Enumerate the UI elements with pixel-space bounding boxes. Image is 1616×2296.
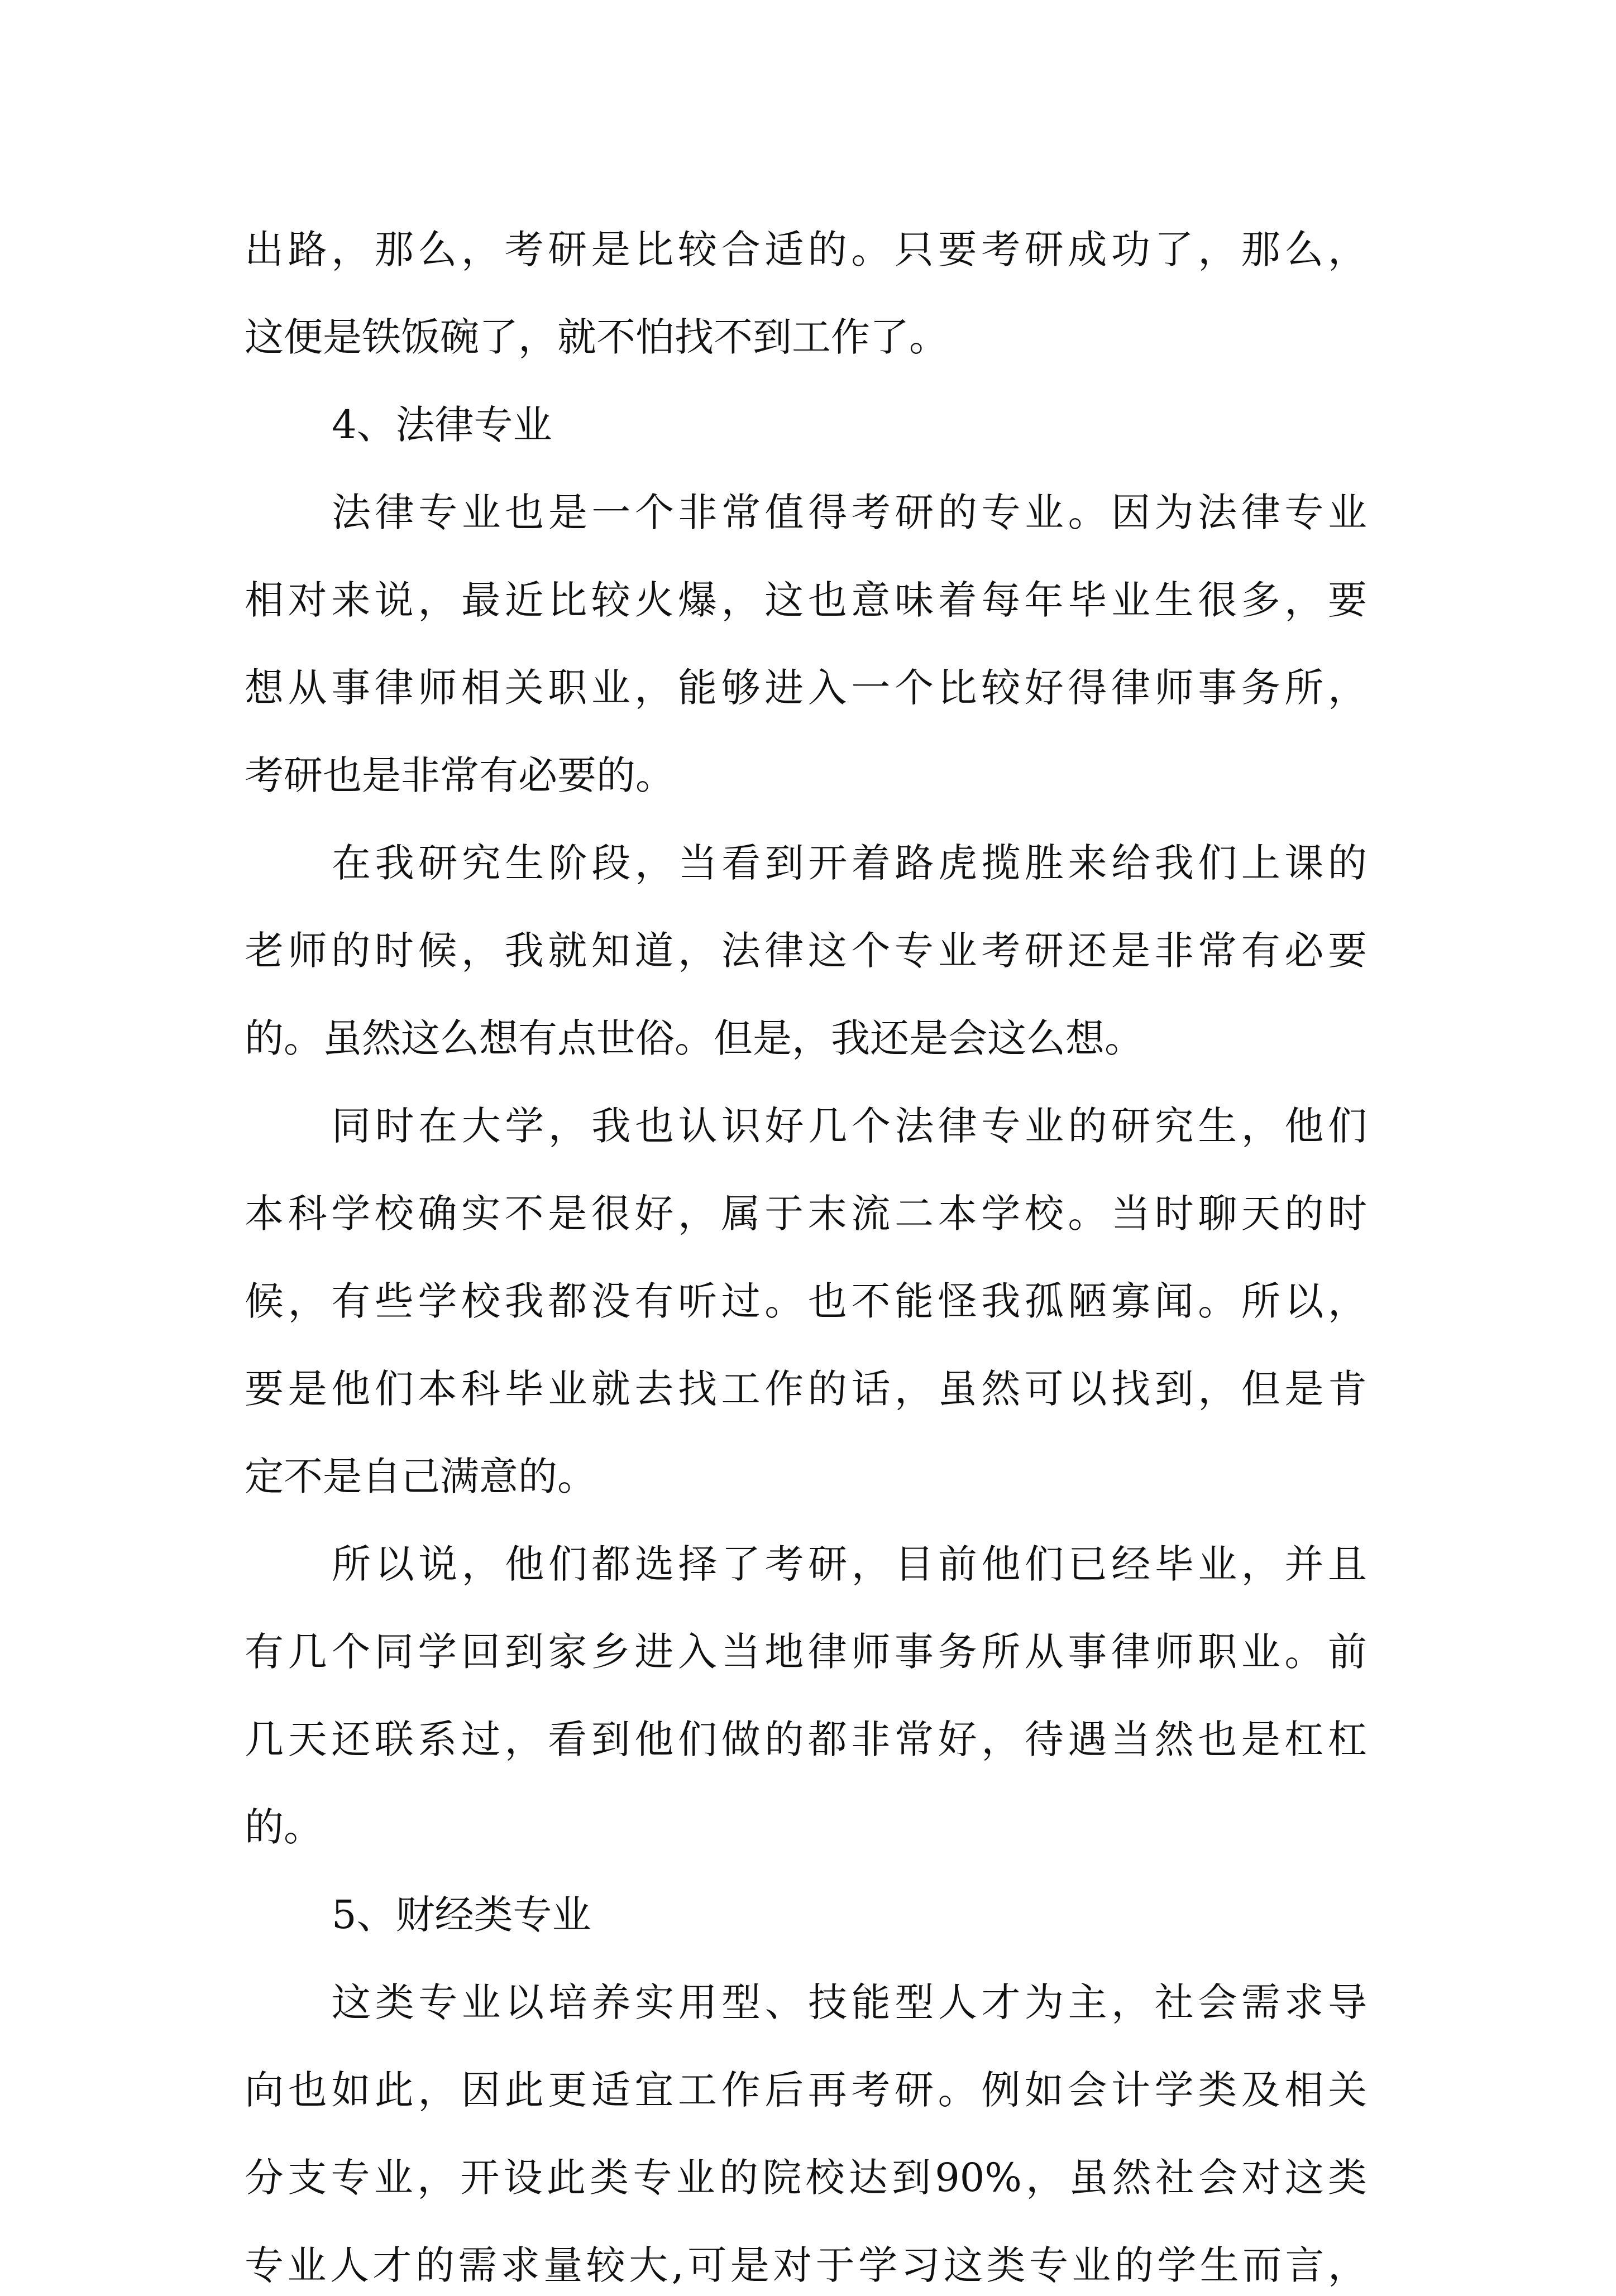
text-line: 有几个同学回到家乡进入当地律师事务所从事律师职业。前 [245,1629,1367,1675]
text-line: 这便是铁饭碗了，就不怕找不到工作了。 [245,314,948,360]
text-line: 要是他们本科毕业就去找工作的话，虽然可以找到，但是肯 [245,1366,1367,1412]
text-line: 考研也是非常有必要的。 [245,752,675,798]
text-line: 候，有些学校我都没有听过。也不能怪我孤陋寡闻。所以， [245,1278,1367,1324]
text-line: 几天还联系过，看到他们做的都非常好，待遇当然也是杠杠 [245,1717,1367,1762]
text-line: 分支专业，开设此类专业的院校达到90%，虽然社会对这类 [245,2155,1367,2201]
text-line: 在我研究生阶段，当看到开着路虎揽胜来给我们上课的 [332,840,1367,886]
text-line: 想从事律师相关职业，能够进入一个比较好得律师事务所， [245,665,1367,711]
text-line: 专业人才的需求量较大,可是对于学习这类专业的学生而言， [245,2242,1367,2288]
section-heading: 5、财经类专业 [332,1892,591,1938]
text-line: 本科学校确实不是很好，属于末流二本学校。当时聊天的时 [245,1191,1367,1236]
text-line: 这类专业以培养实用型、技能型人才为主，社会需求导 [332,1979,1367,2025]
text-line: 相对来说，最近比较火爆，这也意味着每年毕业生很多，要 [245,577,1367,623]
text-line: 出路，那么，考研是比较合适的。只要考研成功了，那么， [245,227,1367,272]
section-heading: 4、法律专业 [332,402,552,448]
text-line: 的。 [245,1804,323,1850]
text-line: 向也如此，因此更适宜工作后再考研。例如会计学类及相关 [245,2067,1367,2113]
text-line: 定不是自己满意的。 [245,1454,596,1499]
text-line: 同时在大学，我也认识好几个法律专业的研究生，他们 [332,1103,1367,1149]
text-line: 的。虽然这么想有点世俗。但是，我还是会这么想。 [245,1015,1144,1061]
text-line: 法律专业也是一个非常值得考研的专业。因为法律专业 [332,490,1367,535]
text-line: 老师的时候，我就知道，法律这个专业考研还是非常有必要 [245,928,1367,974]
text-line: 所以说，他们都选择了考研，目前他们已经毕业，并且 [332,1541,1367,1587]
